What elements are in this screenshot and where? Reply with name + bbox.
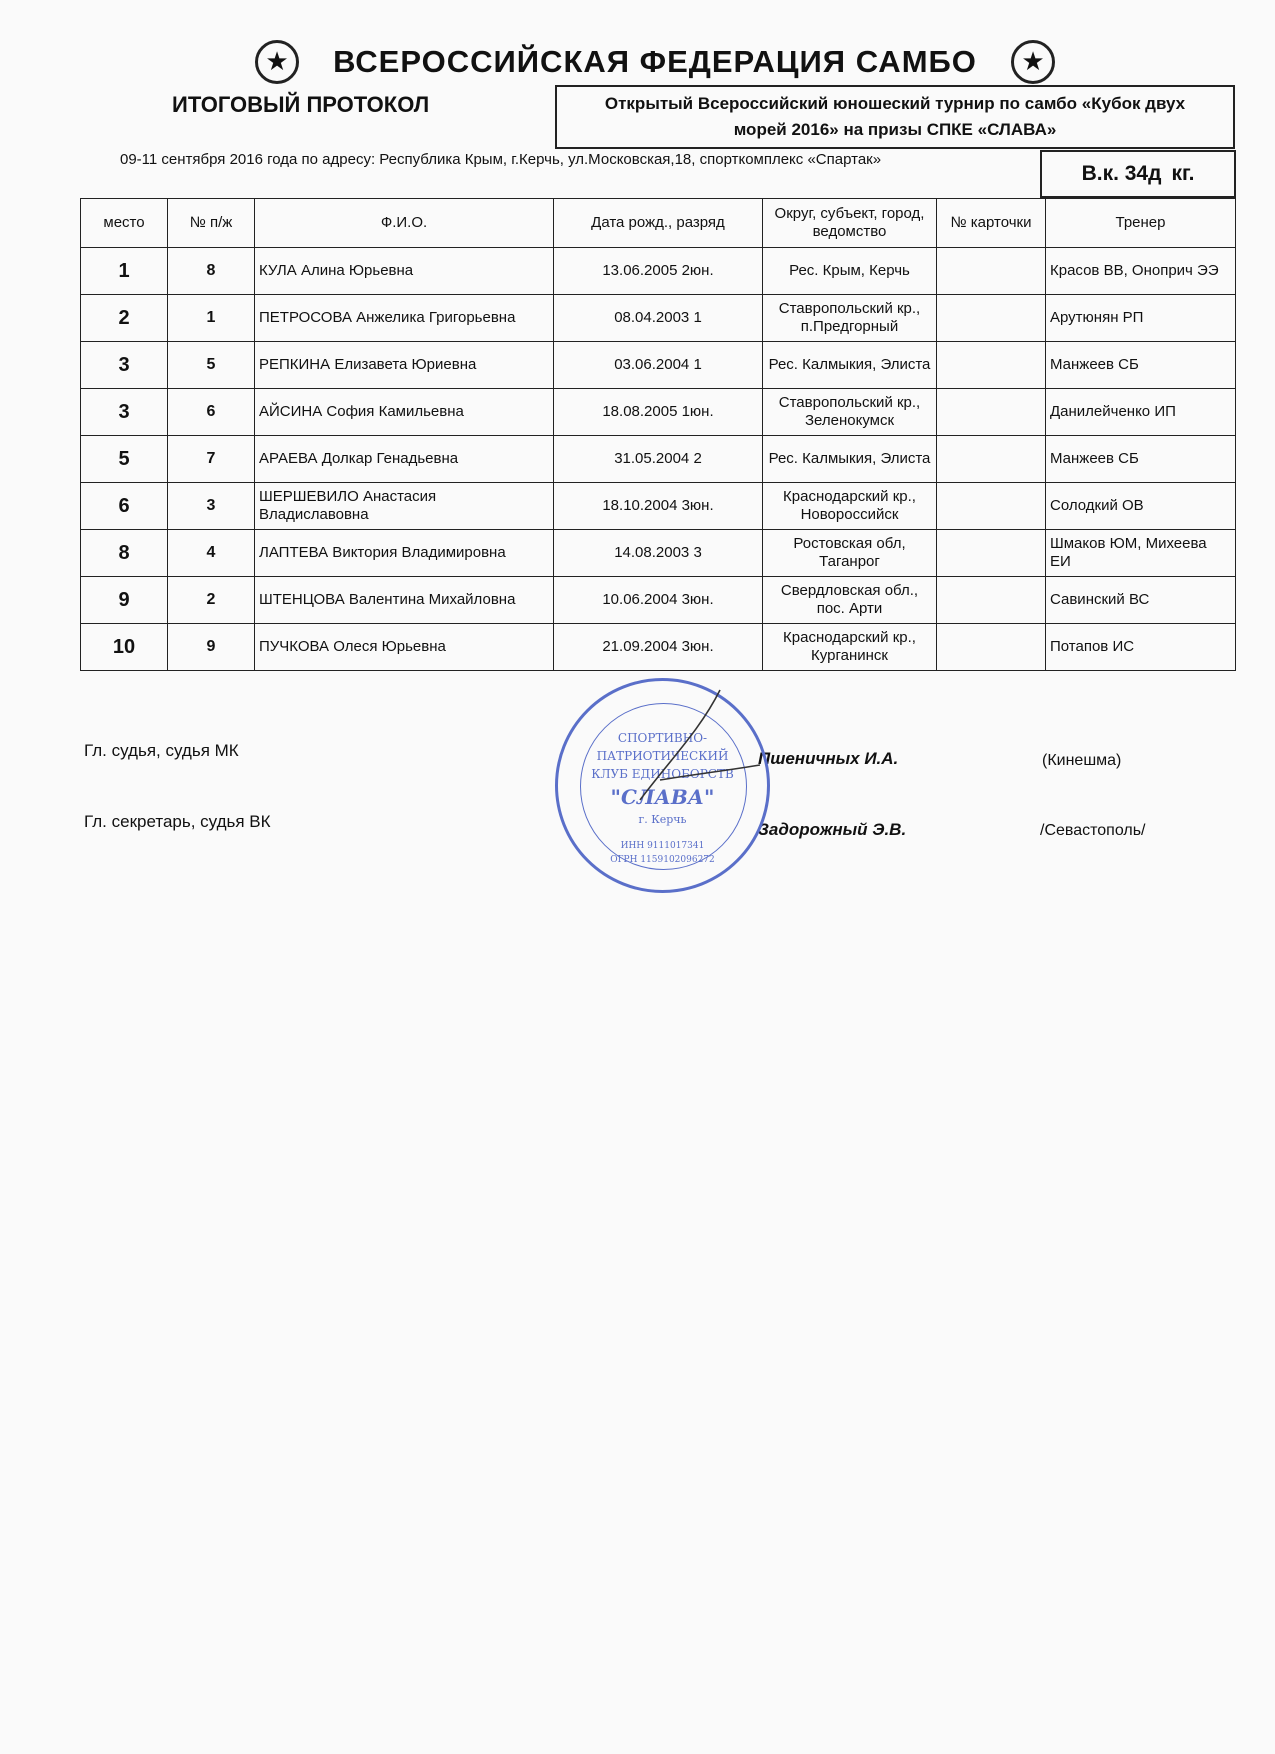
table-header-row <box>81 199 1236 248</box>
cell-name: ЛАПТЕВА Виктория Владимировна <box>255 530 554 577</box>
cell-place: 5 <box>81 436 168 483</box>
cell-card <box>937 248 1046 295</box>
header-birth: Дата рожд., разряд <box>554 199 763 248</box>
cell-name: ПЕТРОСОВА Анжелика Григорьевна <box>255 295 554 342</box>
stamp-line-5: г. Керчь <box>638 813 687 826</box>
cell-num: 1 <box>168 295 255 342</box>
stamp-line-6: ИНН 9111017341 <box>620 841 705 851</box>
weight-category-box <box>1040 150 1236 198</box>
cell-coach: Савинский ВС <box>1046 577 1236 624</box>
cell-card <box>937 577 1046 624</box>
cell-place: 3 <box>81 342 168 389</box>
cell-name: РЕПКИНА Елизавета Юриевна <box>255 342 554 389</box>
cell-coach: Арутюнян РП <box>1046 295 1236 342</box>
stamp-line-1: СПОРТИВНО- <box>617 731 708 745</box>
cell-birth: 18.08.2005 1юн. <box>554 389 763 436</box>
chief-judge-name: Пшеничных И.А. <box>758 749 899 768</box>
header-card: № карточки <box>937 199 1046 248</box>
cell-coach: Манжеев СБ <box>1046 342 1236 389</box>
cell-region: Ставропольский кр., Зеленокумск <box>763 389 937 436</box>
cell-num: 4 <box>168 530 255 577</box>
cell-name: АЙСИНА София Камильевна <box>255 389 554 436</box>
cell-num: 9 <box>168 624 255 671</box>
table-row <box>81 295 1236 342</box>
header-region: Округ, субъект, город, ведомство <box>763 199 937 248</box>
cell-num: 3 <box>168 483 255 530</box>
cell-num: 5 <box>168 342 255 389</box>
stamp-line-2: ПАТРИОТИЧЕСКИЙ <box>596 749 729 763</box>
table-row <box>81 248 1236 295</box>
cell-card <box>937 483 1046 530</box>
cell-num: 6 <box>168 389 255 436</box>
cell-name: КУЛА Алина Юрьевна <box>255 248 554 295</box>
results-table <box>80 198 1236 671</box>
chief-judge-city: (Кинешма) <box>1042 752 1122 769</box>
chief-judge-role: Гл. судья, судья МК <box>84 741 239 760</box>
cell-coach: Потапов ИС <box>1046 624 1236 671</box>
cell-place: 10 <box>81 624 168 671</box>
cell-region: Ростовская обл, Таганрог <box>763 530 937 577</box>
header-coach: Тренер <box>1046 199 1236 248</box>
cell-card <box>937 530 1046 577</box>
cell-birth: 21.09.2004 3юн. <box>554 624 763 671</box>
cell-card <box>937 342 1046 389</box>
table-row <box>81 530 1236 577</box>
stamp-line-3: КЛУБ ЕДИНОБОРСТВ <box>591 767 734 781</box>
header-name: Ф.И.О. <box>255 199 554 248</box>
chief-secretary-city: /Севастополь/ <box>1040 822 1146 839</box>
cell-card <box>937 624 1046 671</box>
cell-region: Ставропольский кр., п.Предгорный <box>763 295 937 342</box>
federation-title: ВСЕРОССИЙСКАЯ ФЕДЕРАЦИЯ САМБО <box>333 44 977 79</box>
table-row <box>81 342 1236 389</box>
tournament-line-1: Открытый Всероссийский юношеский турнир по самбо «Кубок двух <box>604 94 1186 113</box>
table-row <box>81 577 1236 624</box>
cell-num: 7 <box>168 436 255 483</box>
cell-card <box>937 295 1046 342</box>
cell-birth: 13.06.2005 2юн. <box>554 248 763 295</box>
cell-region: Рес. Калмыкия, Элиста <box>763 436 937 483</box>
table-row <box>81 389 1236 436</box>
signature-scribble <box>600 680 770 830</box>
cell-region: Рес. Калмыкия, Элиста <box>763 342 937 389</box>
cell-card <box>937 389 1046 436</box>
cell-coach: Шмаков ЮМ, Михеева ЕИ <box>1046 530 1236 577</box>
cell-birth: 03.06.2004 1 <box>554 342 763 389</box>
table-row <box>81 483 1236 530</box>
cell-birth: 31.05.2004 2 <box>554 436 763 483</box>
chief-secretary-name: Задорожный Э.В. <box>758 820 907 839</box>
cell-region: Краснодарский кр., Новороссийск <box>763 483 937 530</box>
star-emblem-icon: ★ <box>1011 40 1055 84</box>
chief-secretary-role: Гл. секретарь, судья ВК <box>84 812 271 831</box>
weight-category-label: В.к. 34д <box>1081 162 1162 185</box>
cell-birth: 08.04.2003 1 <box>554 295 763 342</box>
header-place: место <box>81 199 168 248</box>
tournament-line-2: морей 2016» на призы СПКЕ «СЛАВА» <box>733 120 1057 139</box>
stamp-line-7: ОГРН 1159102096272 <box>610 855 715 865</box>
cell-name: ШЕРШЕВИЛО Анастасия Владиславовна <box>255 483 554 530</box>
cell-card <box>937 436 1046 483</box>
cell-coach: Данилейченко ИП <box>1046 389 1236 436</box>
cell-region: Рес. Крым, Керчь <box>763 248 937 295</box>
cell-region: Краснодарский кр., Курганинск <box>763 624 937 671</box>
cell-name: ШТЕНЦОВА Валентина Михайловна <box>255 577 554 624</box>
dates-address: 09-11 сентября 2016 года по адресу: Республика Крым, г.Керчь, ул.Московская,18, спорткомплекс «Спартак» <box>120 151 882 168</box>
cell-place: 6 <box>81 483 168 530</box>
cell-birth: 14.08.2003 3 <box>554 530 763 577</box>
cell-place: 9 <box>81 577 168 624</box>
header-num: № п/ж <box>168 199 255 248</box>
tournament-box <box>555 85 1235 149</box>
table-row <box>81 436 1236 483</box>
cell-birth: 18.10.2004 3юн. <box>554 483 763 530</box>
cell-coach: Красов ВВ, Оноприч ЭЭ <box>1046 248 1236 295</box>
cell-coach: Манжеев СБ <box>1046 436 1236 483</box>
star-emblem-icon: ★ <box>255 40 299 84</box>
protocol-title: ИТОГОВЫЙ ПРОТОКОЛ <box>172 92 430 117</box>
cell-place: 1 <box>81 248 168 295</box>
cell-place: 8 <box>81 530 168 577</box>
cell-region: Свердловская обл., пос. Арти <box>763 577 937 624</box>
cell-place: 2 <box>81 295 168 342</box>
cell-coach: Солодкий ОВ <box>1046 483 1236 530</box>
stamp-line-4: "СЛАВА" <box>610 785 715 809</box>
table-row <box>81 624 1236 671</box>
cell-place: 3 <box>81 389 168 436</box>
cell-name: ПУЧКОВА Олеся Юрьевна <box>255 624 554 671</box>
federation-header <box>255 34 1055 90</box>
cell-num: 8 <box>168 248 255 295</box>
cell-name: АРАЕВА Долкар Генадьевна <box>255 436 554 483</box>
weight-category-unit: кг. <box>1171 162 1195 185</box>
cell-birth: 10.06.2004 3юн. <box>554 577 763 624</box>
cell-num: 2 <box>168 577 255 624</box>
